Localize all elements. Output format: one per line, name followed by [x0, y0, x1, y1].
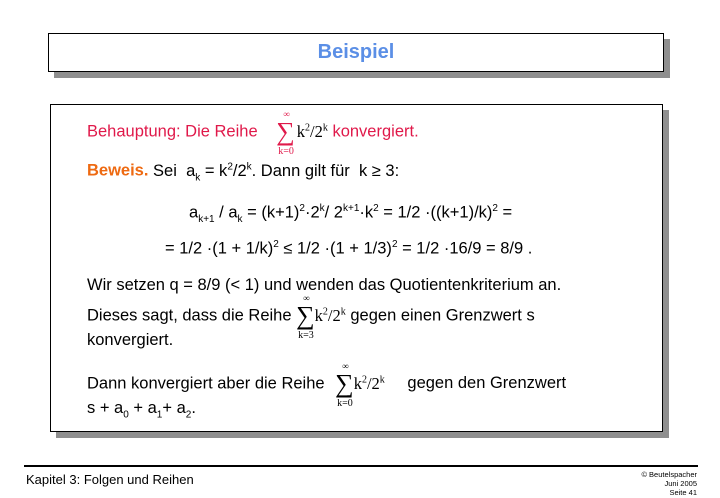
- para1-line1: Wir setzen q = 8/9 (< 1) und wenden das Quotientenkriterium an.: [87, 276, 562, 294]
- para1-line3: konvergiert.: [87, 331, 174, 349]
- sum-term: $k^2/2^k$: [296, 122, 328, 141]
- proof-line: [87, 161, 399, 183]
- footer-page: Seite 41: [669, 488, 697, 497]
- equation-1: $a_{k+1} / a_k = (k+1)^2\cdot 2^k/$ $2^{k+1}\cdot k^2 = 1/2 \cdot((k+1)/k)^2$ =: [189, 203, 513, 225]
- claim-line: [87, 109, 419, 157]
- footer-meta: [641, 470, 697, 497]
- proof-label: Beweis.: [87, 161, 149, 180]
- para1-line2: Dieses sagt, dass die Reihe ∞ ∑ k=3 $k^2/2^k$ gegen einen Grenzwert s: [87, 293, 535, 341]
- equation-2: = $1/2 \cdot(1 + 1/k)^2 \le 1/2 \cdot(1 + 1/3)^2 = 1/2 \cdot 16/9 = 8/9$ .: [165, 239, 533, 258]
- para2-line2: $s + a_0 + a_1+ a_2$.: [87, 399, 196, 421]
- slide-title: Beispiel: [317, 41, 395, 63]
- sum-symbol: ∞ ∑ k=0: [276, 109, 295, 157]
- footer-author: © Beutelspacher: [641, 470, 697, 479]
- claim-prefix: Behauptung: Die Reihe: [87, 122, 258, 141]
- sum-symbol-k0: ∞ ∑ k=0: [335, 361, 354, 409]
- sum-symbol-k3: ∞ ∑ k=3: [296, 293, 315, 341]
- proof-text: Sei $a_k = k^2/2^k$. Dann gilt für k ≥ 3:: [153, 161, 400, 183]
- footer-chapter: Kapitel 3: Folgen und Reihen: [26, 472, 194, 487]
- para2-line1: Dann konvergiert aber die Reihe ∞ ∑ k=0 $k^2/2^k$ gegen den Grenzwert: [87, 361, 567, 409]
- footer-date: Juni 2005: [664, 479, 697, 488]
- claim-suffix: konvergiert.: [332, 122, 419, 141]
- title-box: [48, 33, 664, 72]
- footer-divider: [24, 465, 698, 467]
- content-box: [50, 104, 663, 432]
